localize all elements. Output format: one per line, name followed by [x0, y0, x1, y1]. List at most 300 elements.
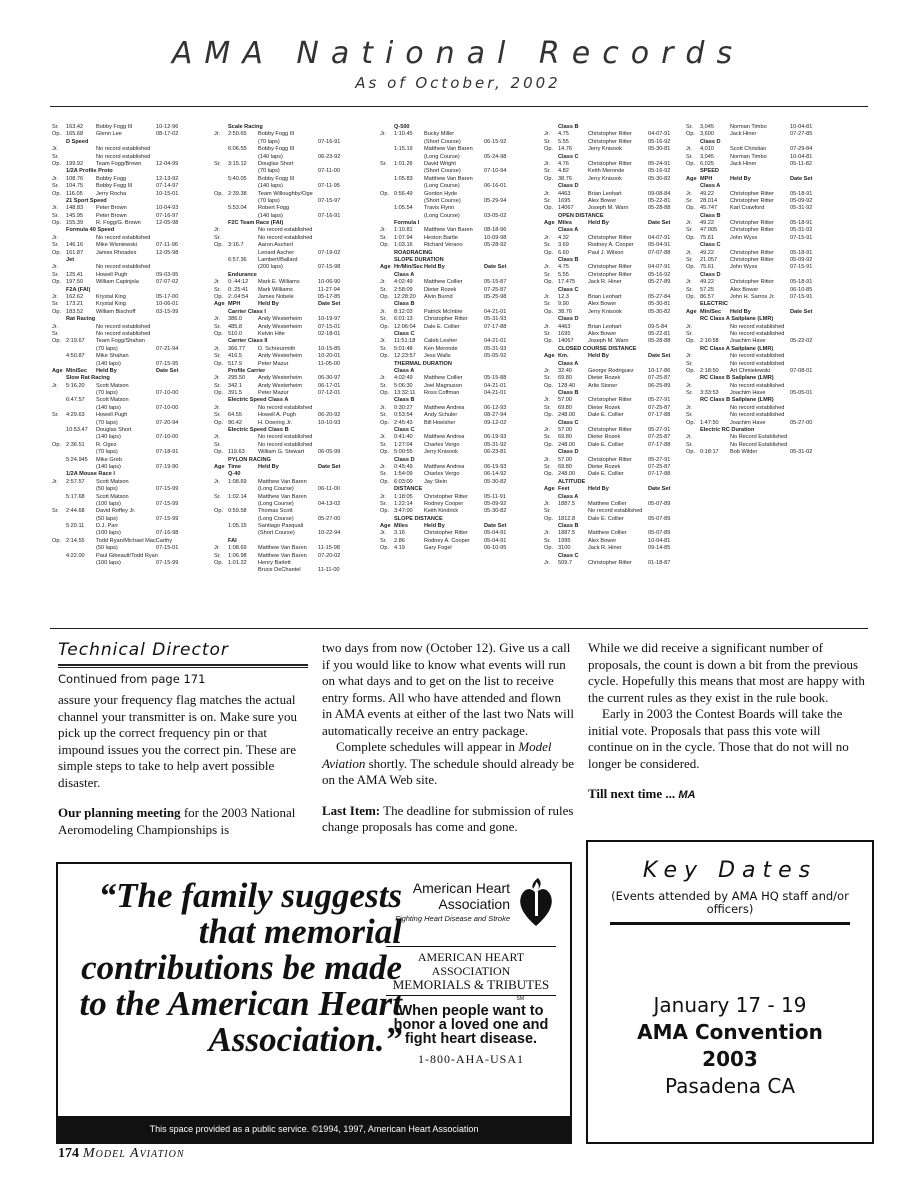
magazine-title: Model Aviation [83, 1146, 185, 1161]
record-cell: Matthew Collier [588, 500, 627, 507]
record-heading [52, 471, 182, 478]
record-cell: Krystal King [96, 293, 126, 300]
record-cell: Sr. [380, 160, 387, 167]
record-heading [214, 457, 344, 464]
record-row [380, 538, 510, 545]
record-cell: 116.05 [66, 190, 83, 197]
record-cell: (Short Course) [258, 530, 295, 537]
record-cell: 05-18-91 [790, 190, 813, 197]
record-cell: Jr. [686, 434, 692, 441]
record-cell: 06-20-92 [318, 412, 341, 419]
record-row [52, 191, 182, 198]
record-row [214, 139, 344, 146]
record-cell: Sr. [380, 412, 387, 419]
record-cell: Op. [686, 205, 696, 212]
record-cell: Formula I [394, 220, 420, 227]
record-row [52, 161, 182, 168]
record-heading [52, 287, 182, 294]
record-cell: 4:29.63 [66, 412, 85, 419]
record-cell: Class B [558, 523, 579, 530]
record-cell: Scott Christian [730, 146, 767, 153]
record-row [214, 464, 344, 471]
record-cell: No record established [730, 404, 785, 411]
record-cell: 05-31-92 [790, 205, 813, 212]
record-cell: (140 laps) [96, 463, 121, 470]
record-row [544, 131, 674, 138]
record-cell: (Long Course) [258, 515, 294, 522]
run-in-head: Our planning meeting [58, 805, 181, 820]
record-cell: Scott Matson [96, 382, 129, 389]
record-cell: 07-16-91 [318, 212, 341, 219]
record-cell: 03-05-02 [484, 212, 507, 219]
record-heading [52, 375, 182, 382]
record-cell: Class B [394, 397, 415, 404]
record-cell: Feet [558, 486, 570, 493]
record-row [380, 523, 510, 530]
record-cell: Jr. [380, 227, 386, 234]
record-cell: 06-11-00 [318, 486, 340, 493]
record-row [544, 508, 674, 515]
record-cell: Age [52, 367, 63, 374]
record-cell: Age [214, 463, 225, 470]
record-row [52, 309, 182, 316]
record-heading [686, 316, 816, 323]
record-row [214, 560, 344, 567]
record-cell: Sr. [52, 124, 59, 130]
record-cell: 07-17-88 [648, 441, 671, 448]
record-row [544, 397, 674, 404]
record-cell: Dieter Rozek [424, 286, 457, 293]
record-cell: 5:17.68 [66, 493, 85, 500]
record-cell: R. Fogg/G. Brown [96, 220, 141, 227]
record-cell: Caleb Lesher [424, 338, 458, 345]
record-heading [686, 375, 816, 382]
record-cell: Matthew Van Baren [424, 227, 473, 234]
record-row [686, 368, 816, 375]
record-row [686, 434, 816, 441]
record-cell: 07-12-01 [318, 390, 341, 397]
record-row [214, 449, 344, 456]
record-cell: Sr. [214, 441, 221, 448]
record-row [380, 183, 510, 190]
record-cell: 38.76 [558, 175, 572, 182]
paragraph [322, 803, 574, 836]
program-line: MEMORIALS & TRIBUTES [392, 977, 550, 992]
record-cell: Op. [686, 264, 696, 271]
record-cell: Op. [544, 545, 554, 552]
record-cell: Class C [558, 286, 579, 293]
record-cell: Jr. [380, 404, 386, 411]
record-cell: 06-10-95 [484, 545, 507, 552]
record-cell: F2C Team Race (FAI) [228, 220, 284, 227]
record-cell: Jerry Knisook [588, 146, 622, 153]
record-cell: Matthew Collier [424, 279, 463, 286]
record-cell: Douglas Short [96, 427, 132, 434]
records-column [52, 124, 182, 567]
record-cell: 1:01.22 [228, 560, 247, 567]
record-cell: Op. [214, 390, 224, 397]
record-cell: 05-31-93 [484, 316, 507, 323]
record-cell: 1887.5 [558, 500, 576, 507]
record-cell: Bobby Fogg III [258, 175, 295, 182]
record-cell: 148.83 [66, 205, 84, 212]
record-cell: 05-24-98 [484, 153, 507, 160]
record-cell: Time [228, 463, 241, 470]
record-cell: Jr. [544, 500, 550, 507]
record-cell: 4.19 [394, 545, 405, 552]
record-cell: 05-09-92 [790, 257, 813, 264]
record-cell: 4.75 [558, 264, 569, 271]
record-cell: Jr. [52, 323, 58, 330]
ad-slogan: When people want to honor a loved one and fight heart disease. [393, 1003, 549, 1047]
record-cell: 05-31-93 [484, 345, 507, 352]
record-heading [214, 471, 344, 478]
record-heading [686, 427, 816, 434]
record-row [544, 368, 674, 375]
record-cell: 07-11-96 [156, 242, 178, 249]
record-cell: (Short Course) [424, 168, 461, 175]
record-row [380, 205, 510, 212]
ad-phone: 1-800-AHA-USA1 [418, 1052, 524, 1066]
record-cell: Howell Pugh [96, 412, 128, 419]
record-cell: Jr. [214, 345, 220, 352]
record-cell: Sr. [686, 286, 693, 293]
record-row [52, 279, 182, 286]
record-cell: Mark E. Williams [258, 279, 300, 286]
record-row [380, 316, 510, 323]
record-cell: Sr. [380, 441, 387, 448]
record-cell: 11:51:18 [394, 338, 416, 345]
record-cell: Glenn Lee [96, 131, 122, 138]
record-cell: 3:15.12 [228, 160, 247, 167]
record-cell: Jet [66, 257, 75, 264]
record-row [52, 205, 182, 212]
record-cell: Jr. [544, 397, 550, 404]
record-cell: 05-30-82 [484, 508, 507, 515]
record-cell: 1:01.26 [394, 160, 413, 167]
org-name: American Heart Association [412, 880, 510, 912]
record-cell: 07-15-91 [790, 264, 813, 271]
record-heading [380, 301, 510, 308]
record-cell: Jerry Knisook [424, 449, 458, 456]
record-cell: Sr. [686, 390, 693, 397]
record-cell: Jr. [686, 190, 692, 197]
record-cell: 05-28-92 [484, 242, 507, 249]
record-cell: 10-06-90 [318, 279, 341, 286]
record-cell: No record established [730, 323, 785, 330]
record-cell: 07-16-91 [318, 138, 341, 145]
record-cell: Date Set [648, 353, 671, 360]
record-cell: Christopher Ritter [588, 456, 632, 463]
record-cell: No record established [730, 330, 785, 337]
record-cell: SPEED [700, 168, 719, 175]
record-row [214, 545, 344, 552]
record-cell: 07-18-91 [156, 449, 179, 456]
record-cell: 0:41:40 [394, 434, 413, 441]
record-cell: Mike Shahan [96, 353, 129, 360]
record-row [544, 168, 674, 175]
record-cell: (Long Course) [424, 212, 460, 219]
record-cell: 02-18-01 [318, 330, 341, 337]
record-cell: Joseph M. Warn [588, 338, 629, 345]
record-cell: 10-06-01 [156, 301, 179, 308]
record-cell: 05-22-02 [790, 338, 813, 345]
record-cell: Sr. [214, 412, 221, 419]
record-cell: Class A [558, 227, 579, 234]
record-cell: 173.21 [66, 301, 84, 308]
record-cell: Class A [558, 360, 579, 367]
record-cell: 05-30-81 [648, 301, 671, 308]
event-name: AMA Convention [637, 1020, 823, 1044]
record-heading [380, 361, 510, 368]
record-row [52, 301, 182, 308]
record-cell: 10-04-93 [156, 205, 179, 212]
record-row [686, 309, 816, 316]
record-row [52, 242, 182, 249]
record-cell: Held By [258, 301, 279, 308]
record-cell: Jr. [52, 234, 58, 241]
record-row [380, 154, 510, 161]
record-row [686, 176, 816, 183]
record-cell: Jr. [52, 146, 58, 153]
record-row [686, 338, 816, 345]
ad-quote: “The family suggests that memorial contributions be made to the American Heart Association.” [79, 876, 402, 1059]
record-cell: 366.77 [228, 345, 246, 352]
record-cell: 69.80 [558, 434, 572, 441]
record-heading [52, 227, 182, 234]
record-cell: Heston Bartle [424, 234, 458, 241]
record-cell: 09-08-84 [648, 190, 671, 197]
record-row [52, 494, 182, 501]
record-cell: Ross Coffman [424, 390, 460, 397]
record-cell: 1887.5 [558, 530, 576, 537]
record-cell: No Record Established [730, 434, 788, 441]
record-row [380, 353, 510, 360]
record-heading [380, 272, 510, 279]
program-line: AMERICAN HEART [417, 950, 525, 964]
record-cell: 07-25-87 [648, 434, 671, 441]
record-cell: 13:32:11 [394, 390, 416, 397]
record-cell: 119.63 [228, 449, 245, 456]
record-cell: Todd Ryan/Michael MacCarthy [96, 537, 173, 544]
record-row [686, 146, 816, 153]
record-cell: Matthew Andrea [424, 404, 465, 411]
record-cell: 05-18-91 [790, 279, 813, 286]
record-row [214, 264, 344, 271]
record-row [214, 316, 344, 323]
record-cell: 07-16-98 [156, 530, 179, 537]
record-cell: CLOSED COURSE DISTANCE [558, 345, 637, 352]
record-cell: 2:16:58 [700, 338, 719, 345]
record-cell: 1:08.69 [228, 478, 247, 485]
record-row [52, 516, 182, 523]
record-cell: James Rhoades [96, 249, 137, 256]
record-cell: 11-15-98 [318, 545, 340, 552]
key-dates-rule [610, 922, 850, 925]
record-cell: Op. [686, 338, 696, 345]
record-cell: 2:45:43 [394, 419, 413, 426]
record-row [380, 501, 510, 508]
record-row [544, 139, 674, 146]
record-cell: 05-04-91 [484, 537, 507, 544]
record-cell: 5:00:55 [394, 449, 413, 456]
record-cell: DISTANCE [394, 486, 423, 493]
key-dates-subtitle: (Events attended by AMA HQ staff and/or officers) [611, 889, 849, 916]
record-cell: Op. [52, 131, 62, 138]
record-cell: Jr. [214, 375, 220, 382]
records-column [686, 124, 816, 457]
record-cell: Class B [558, 390, 579, 397]
record-cell: Sr. [686, 227, 693, 234]
record-heading [544, 227, 674, 234]
record-cell: Age [544, 486, 555, 493]
record-cell: 07-20-94 [156, 419, 179, 426]
record-cell: David Wright [424, 160, 456, 167]
record-row [686, 235, 816, 242]
record-cell: Joachim Have [730, 419, 766, 426]
record-cell: Hr/Min/Sec [394, 264, 423, 271]
record-cell: 07-10-00 [156, 390, 179, 397]
record-row [52, 530, 182, 537]
record-row [380, 412, 510, 419]
record-cell: Jr. [380, 375, 386, 382]
record-cell: Keith Meronde [588, 168, 625, 175]
record-row [686, 198, 816, 205]
record-row [380, 494, 510, 501]
record-row [544, 383, 674, 390]
record-cell: Sr. [544, 242, 551, 249]
record-cell: Op. [686, 449, 696, 456]
record-row [52, 390, 182, 397]
record-cell: Peter Mazur [258, 360, 289, 367]
record-cell: 1:05.54 [394, 205, 413, 212]
record-cell: Jack R. Hiner [588, 279, 622, 286]
record-row [214, 287, 344, 294]
record-cell: 06-14-92 [484, 471, 507, 478]
record-cell: 0:53:54 [394, 412, 413, 419]
record-cell: Class C [394, 330, 415, 337]
record-cell: Lambert/Ballard [258, 257, 298, 264]
record-cell: SLOPE DURATION [394, 257, 444, 264]
record-row [214, 479, 344, 486]
record-cell: 49.22 [700, 190, 714, 197]
record-cell: Scott Matson [96, 397, 129, 404]
org-tagline: Fighting Heart Disease and Stroke [395, 914, 510, 923]
record-cell: 0:30:27 [394, 404, 413, 411]
record-cell: 6:47.57 [66, 397, 85, 404]
record-cell: 05-28-88 [648, 338, 671, 345]
record-cell: 1995 [558, 537, 571, 544]
record-cell: 05-09-92 [790, 197, 813, 204]
record-cell: Carrier Class II [228, 338, 268, 345]
record-cell: Jr. [214, 478, 220, 485]
record-row [544, 530, 674, 537]
record-cell: 10-20-01 [318, 353, 341, 360]
record-cell: 04-07-91 [648, 131, 671, 138]
record-cell: 06-12-93 [484, 404, 507, 411]
record-cell: 416.5 [228, 353, 242, 360]
record-cell: Peter Mazur [258, 390, 289, 397]
record-heading [380, 124, 510, 131]
record-cell: Jr. [214, 227, 220, 234]
record-heading [214, 427, 344, 434]
record-row [380, 191, 510, 198]
record-cell: Joachim Have [730, 390, 766, 397]
record-cell: Date Set [790, 175, 813, 182]
record-row [214, 191, 344, 198]
record-cell: 05-18-91 [790, 220, 813, 227]
record-cell: 07-14-97 [156, 183, 179, 190]
record-cell: Howell A. Pugh [258, 412, 296, 419]
record-cell: 07-25-87 [648, 463, 671, 470]
paragraph-text: The deadline for submission of rules change proposals has come and gone. [322, 802, 574, 834]
record-cell: Andy Westerheim [258, 316, 303, 323]
record-row [544, 301, 674, 308]
record-row [380, 390, 510, 397]
record-cell: (50 laps) [96, 486, 118, 493]
record-row [214, 405, 344, 412]
record-cell: 12:28:20 [394, 293, 416, 300]
record-cell: 05-30-81 [648, 146, 671, 153]
page-subtitle: As of October, 2002 [355, 74, 561, 92]
record-heading [380, 486, 510, 493]
record-cell: 07-10-94 [484, 168, 507, 175]
record-heading [380, 397, 510, 404]
record-cell: 07-11-95 [318, 183, 340, 190]
record-cell: Op. [380, 390, 390, 397]
record-cell: Sr. [544, 168, 551, 175]
record-cell: Jr. [214, 404, 220, 411]
record-heading [52, 257, 182, 264]
record-row [52, 353, 182, 360]
record-cell: Miles [558, 220, 572, 227]
record-cell: Endurance [228, 271, 257, 278]
record-cell: No record established [588, 508, 643, 515]
record-cell: Op. [52, 279, 62, 286]
record-cell: Op. [214, 190, 224, 197]
record-cell: 05-27-84 [648, 293, 671, 300]
record-cell: Mark Williams [258, 286, 293, 293]
record-cell: 248.00 [558, 441, 576, 448]
record-row [380, 434, 510, 441]
record-cell: 0:.44:12 [228, 279, 249, 286]
record-cell: 05-30-82 [648, 308, 671, 315]
record-cell: Christopher Ritter [730, 227, 774, 234]
record-cell: Karl Crawford [730, 205, 765, 212]
record-cell: Op. [544, 249, 554, 256]
record-cell: Arlie Stoner [588, 382, 618, 389]
record-cell: Christopher Ritter [730, 279, 774, 286]
article-column-1 [58, 692, 312, 838]
record-cell: (100 laps) [96, 500, 121, 507]
record-cell: 4.82 [558, 168, 569, 175]
record-row [544, 205, 674, 212]
record-cell: 07-21-94 [156, 345, 179, 352]
record-cell: Gary Fogel [424, 545, 452, 552]
record-cell: 1:10.81 [394, 227, 413, 234]
record-cell: Robert Fogg [258, 205, 290, 212]
record-heading [52, 168, 182, 175]
record-cell: 21.057 [700, 257, 718, 264]
record-cell: Class C [558, 153, 579, 160]
record-cell: Op. [52, 338, 62, 345]
record-cell: 1:05.83 [394, 175, 413, 182]
record-cell: 07-20-02 [318, 552, 341, 559]
record-cell: Op. [214, 560, 224, 567]
record-cell: 12:23:57 [394, 353, 416, 360]
record-cell: 5.55 [558, 138, 569, 145]
record-cell: No record established [258, 234, 313, 241]
